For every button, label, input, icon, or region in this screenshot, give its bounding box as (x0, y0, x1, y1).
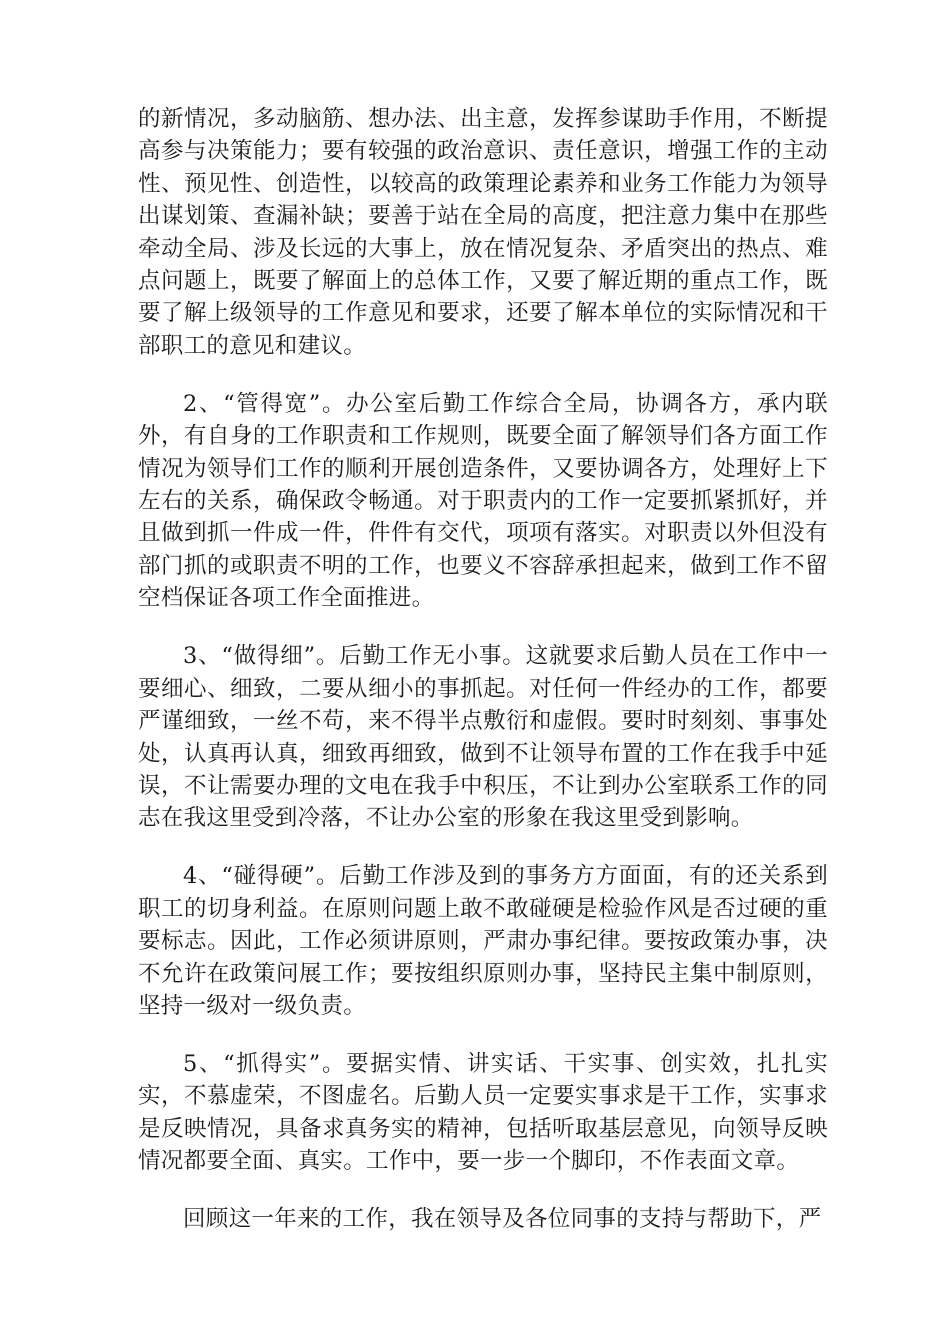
document-body (138, 103, 828, 1236)
paragraph-item-4: 4、“碰得硬”。后勤工作涉及到的事务方方面面，有的还关系到职工的切身利益。在原则问题上敢不敢碰硬是检验作风是否过硬的重要标志。因此，工作必须讲原则，严肃办事纪律。要按政策办事，决不允许在政策问展工作；要按组织原则办事，坚持民主集中制原则，坚持一级对一级负责。 (138, 863, 828, 1019)
paragraph-continued: 的新情况，多动脑筋、想办法、出主意，发挥参谋助手作用，不断提高参与决策能力；要有较强的政治意识、责任意识，增强工作的主动性、预见性、创造性，以较高的政策理论素养和业务工作能力为领导出谋划策、查漏补缺；要善于站在全局的高度，把注意力集中在那些牵动全局、涉及长远的大事上，放在情况复杂、矛盾突出的热点、难点问题上，既要了解面上的总体工作，又要了解近期的重点工作，既要了解上级领导的工作意见和要求，还要了解本单位的实际情况和干部职工的意见和建议。 (138, 106, 828, 359)
paragraph-item-5: 5、“抓得实”。要据实情、讲实话、干实事、创实效，扎扎实实，不慕虚荣，不图虚名。后勤人员一定要实事求是干工作，实事求是反映情况，具备求真务实的精神，包括听取基层意见，向领导反映情况都要全面、真实。工作中，要一步一个脚印，不作表面文章。 (138, 1050, 828, 1175)
paragraph-item-2: 2、“管得宽”。办公室后勤工作综合全局，协调各方，承内联外，有自身的工作职责和工作规则，既要全面了解领导们各方面工作情况为领导们工作的顺利开展创造条件，又要协调各方，处理好上下左右的关系，确保政令畅通。对于职责内的工作一定要抓紧抓好，并且做到抓一件成一件，件件有交代，项项有落实。对职责以外但没有部门抓的或职责不明的工作，也要义不容辞承担起来，做到工作不留空档保证各项工作全面推进。 (138, 390, 828, 612)
paragraph-review: 回顾这一年来的工作，我在领导及各位同事的支持与帮助下，严 (183, 1206, 822, 1233)
paragraph-item-3: 3、“做得细”。后勤工作无小事。这就要求后勤人员在工作中一要细心、细致，二要从细小的事抓起。对任何一件经办的工作，都要严谨细致，一丝不苟，来不得半点敷衍和虚假。要时时刻刻、事事处处，认真再认真，细致再细致，做到不让领导布置的工作在我手中延误，不让需要办理的文电在我手中积压，不让到办公室联系工作的同志在我这里受到冷落，不让办公室的形象在我这里受到影响。 (138, 643, 828, 832)
